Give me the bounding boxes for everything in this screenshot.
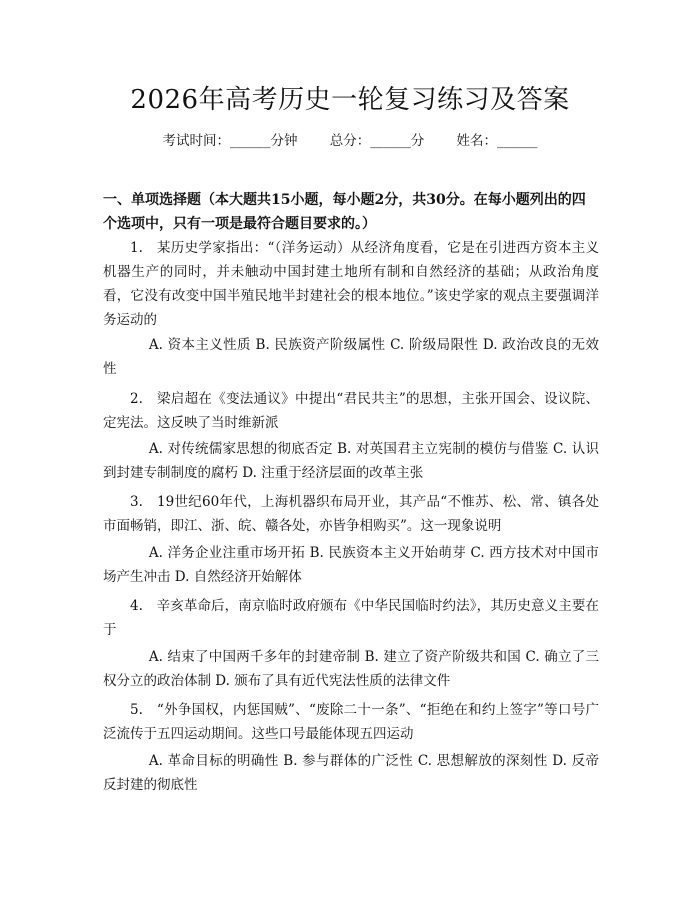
student-name-field: 姓名：______ (456, 133, 538, 149)
question-3-options: A. 洋务企业注重市场开拓 B. 民族资本主义开始萌芽 C. 西方技术对中国市场产生冲击 D. 自然经济开始解体 (103, 545, 599, 585)
question-1-stem: 1. 某历史学家指出：“（洋务运动）从经济角度看，它是在引进西方资本主义机器生产的同时，并未触动中国封建土地所有制和自然经济的基础；从政治角度看，它没有改变中国半殖民地半封建社会的根本地位。”该史学家的观点主要强调洋务运动的 (103, 240, 599, 328)
page-title: 2026年高考历史一轮复习练习及答案 (130, 85, 570, 115)
question-4-options: A. 结束了中国两千多年的封建帝制 B. 建立了资产阶级共和国 C. 确立了三权分立的政治体制 D. 颁布了具有近代宪法性质的法律文件 (103, 649, 599, 689)
question-3-stem: 3. 19世纪60年代，上海机器织布局开业，其产品“不惟苏、松、常、镇各处市面畅销，即江、浙、皖、赣各处，亦皆争相购买”。这一现象说明 (103, 494, 599, 534)
exam-time-field: 考试时间：______分钟 (162, 133, 298, 149)
question-5-options: A. 革命目标的明确性 B. 参与群体的广泛性 C. 思想解放的深刻性 D. 反帝反封建的彻底性 (103, 753, 599, 793)
question-2-stem: 2. 梁启超在《变法通议》中提出“君民共主”的思想，主张开国会、设议院、定宪法。这反映了当时维新派 (103, 391, 599, 431)
question-2-options: A. 对传统儒家思想的彻底否定 B. 对英国君主立宪制的模仿与借鉴 C. 认识到封建专制制度的腐朽 D. 注重于经济层面的改革主张 (103, 441, 599, 481)
section-header: 一、单项选择题（本大题共15小题，每小题2分，共30分。在每小题列出的四个选项中，只有一项是最符合题目要求的。） (103, 192, 586, 232)
question-5-stem: 5. “外争国权，内惩国贼”、“废除二十一条”、“拒绝在和约上签字”等口号广泛流传于五四运动期间。这些口号最能体现五四运动 (103, 702, 599, 742)
question-4-stem: 4. 辛亥革命后，南京临时政府颁布《中华民国临时约法》，其历史意义主要在于 (103, 598, 599, 638)
total-score-field: 总分：______分 (329, 133, 425, 149)
exam-meta-line (0, 130, 700, 152)
question-1-options: A. 资本主义性质 B. 民族资产阶级属性 C. 阶级局限性 D. 政治改良的无效性 (103, 337, 599, 377)
